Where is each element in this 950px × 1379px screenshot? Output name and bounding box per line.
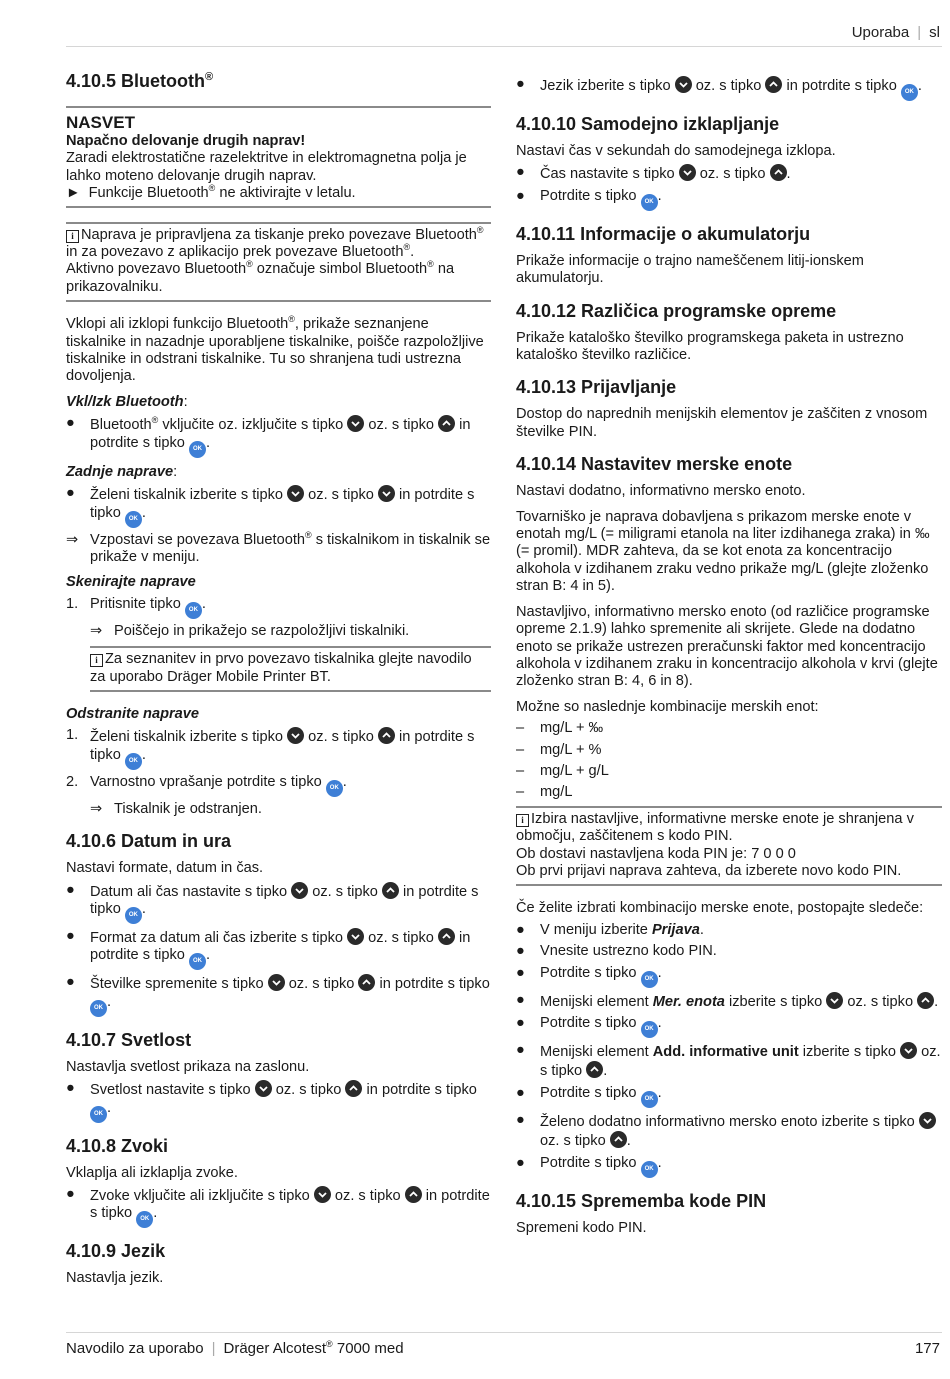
list-item: ● Želeno dodatno informativno mersko enoto izberite s tipko oz. s tipko .: [516, 1112, 942, 1151]
section-title: 4.10.15 Sprememba kode PIN: [516, 1190, 767, 1211]
info-icon: i: [66, 230, 79, 243]
down-key-icon: [287, 485, 304, 502]
info-icon: i: [516, 814, 529, 827]
list-item: ● Datum ali čas nastavite s tipko oz. s tipko in potrdite s tipko OK .: [66, 882, 491, 924]
ok-key-icon: OK: [90, 1106, 107, 1123]
list-item: ● Jezik izberite s tipko oz. s tipko in potrdite s tipko OK .: [516, 76, 942, 101]
page-number: 177: [914, 1340, 940, 1357]
subheading: Vkl/Izk Bluetooth:: [66, 393, 188, 410]
list-item: 2. Varnostno vprašanje potrdite s tipko OK .: [66, 774, 491, 797]
dash: –: [516, 720, 525, 737]
section-title: 4.10.11 Informacije o akumulatorju: [516, 223, 811, 244]
ok-key-icon: OK: [189, 441, 206, 458]
step-number: 2.: [66, 773, 79, 790]
list-item: ● Format za datum ali čas izberite s tipko oz. s tipko in potrdite s tipko OK .: [66, 928, 491, 970]
list-item: ● Potrdite s tipko OK .: [516, 1155, 942, 1178]
paragraph: Nastavi formate, datum in čas.: [66, 860, 264, 877]
dash: –: [516, 741, 525, 758]
footer-rule: [66, 1332, 942, 1333]
bullet: ●: [66, 1080, 75, 1097]
bullet: ●: [66, 485, 75, 502]
step-number: 1.: [66, 595, 79, 612]
list-item: 1. Želeni tiskalnik izberite s tipko oz. s tipko in potrdite s tipko OK .: [66, 727, 491, 769]
section-title: 4.10.12 Različica programske opreme: [516, 300, 837, 321]
list-item: ● Čas nastavite s tipko oz. s tipko .: [516, 164, 791, 183]
ok-key-icon: OK: [136, 1211, 153, 1228]
result-item: ⇒ Tiskalnik je odstranjen.: [90, 800, 262, 817]
ok-key-icon: OK: [641, 1021, 658, 1038]
list-item: ● Zvoke vključite ali izključite s tipko oz. s tipko in potrdite s tipko OK .: [66, 1186, 491, 1228]
bullet: ●: [516, 187, 525, 204]
info-note: i Izbira nastavljive, informativne merske enote je shranjena v območju, zaščitenem s kodo PIN. Ob dostavi nastavljena koda PIN je: 7 0 0 0 Ob prvi prijavi naprava zahteva, da izberete novo kodo PIN.: [516, 806, 942, 887]
section-title: 4.10.9 Jezik: [66, 1241, 166, 1262]
down-key-icon: [347, 928, 364, 945]
ok-key-icon: OK: [641, 1161, 658, 1178]
down-key-icon: [826, 992, 843, 1009]
up-key-icon: [765, 76, 782, 93]
paragraph: Možne so naslednje kombinacije merskih enot:: [516, 698, 819, 715]
left-column: [66, 66, 491, 1296]
section-title: 4.10.5 Bluetooth®: [66, 71, 214, 91]
footer-divider: |: [211, 1340, 216, 1357]
ok-key-icon: OK: [90, 1000, 107, 1017]
list-item: ● Potrdite s tipko OK .: [516, 188, 942, 211]
list-item: ● Menijski element Mer. enota izberite s tipko oz. s tipko .: [516, 991, 939, 1010]
paragraph: Dostop do naprednih menijskih elementov je zaščiten z vnosom številke PIN.: [516, 406, 928, 440]
bullet: ●: [516, 943, 525, 960]
list-item: ● Potrdite s tipko OK .: [516, 1085, 942, 1108]
down-key-icon: [675, 76, 692, 93]
list-item: ● V meniju izberite Prijava.: [516, 921, 704, 938]
down-key-icon: [679, 164, 696, 181]
list-item: ● Želeni tiskalnik izberite s tipko oz. s tipko in potrdite s tipko OK .: [66, 485, 491, 527]
ok-key-icon: OK: [125, 753, 142, 770]
footer-left: [66, 1340, 404, 1357]
ok-key-icon: OK: [125, 511, 142, 528]
bullet: ●: [66, 881, 75, 898]
right-column: [516, 76, 942, 1245]
unit-option: – mg/L + ‰: [516, 720, 604, 737]
ok-key-icon: OK: [185, 602, 202, 619]
up-key-icon: [358, 974, 375, 991]
info-note: i Naprava je pripravljena za tiskanje preko povezave Bluetooth® in za povezavo z aplikacijo prek povezave Bluetooth®. Aktivno povezavo Bluetooth® označuje simbol Bluetooth® na prikazovalniku.: [66, 222, 491, 303]
result-item: ⇒ Poiščejo in prikažejo se razpoložljivi tiskalniki.: [90, 622, 410, 639]
info-note: i Za seznanitev in prvo povezavo tiskalnika glejte navodilo za uporabo Dräger Mobile Printer BT.: [90, 646, 491, 692]
ok-key-icon: OK: [189, 953, 206, 970]
result-arrow-icon: ⇒: [66, 531, 79, 548]
paragraph: Vklaplja ali izklaplja zvoke.: [66, 1164, 238, 1181]
paragraph: Prikaže kataloško številko programskega paketa in ustrezno kataloško številko različice.: [516, 329, 904, 364]
bullet: ●: [66, 415, 75, 432]
subheading: Zadnje naprave:: [66, 463, 178, 480]
down-key-icon: [287, 727, 304, 744]
bullet: ●: [66, 1186, 75, 1202]
up-key-icon: [438, 928, 455, 945]
section-title: 4.10.13 Prijavljanje: [516, 377, 677, 398]
caution-text: Zaradi elektrostatične razelektritve in elektromagnetna polja je lahko moteno delovanje drugih naprav.: [66, 150, 467, 184]
ok-key-icon: OK: [641, 194, 658, 211]
list-item: ● Vnesite ustrezno kodo PIN.: [516, 943, 717, 960]
bullet: ●: [516, 164, 525, 181]
caution-box: [66, 106, 491, 208]
down-key-icon: [255, 1080, 272, 1097]
ok-key-icon: OK: [641, 1091, 658, 1108]
up-key-icon: [770, 164, 787, 181]
info-icon: i: [90, 654, 103, 667]
caution-title: NASVET: [66, 113, 135, 132]
paragraph: Nastavi dodatno, informativno mersko enoto.: [516, 483, 806, 500]
list-item: ● Bluetooth® vključite oz. izključite s tipko oz. s tipko in potrdite s tipko OK .: [66, 415, 491, 457]
header-divider: |: [917, 24, 922, 41]
header-section: Uporaba: [851, 24, 910, 41]
up-key-icon: [345, 1080, 362, 1097]
section-title: 4.10.6 Datum in ura: [66, 831, 232, 852]
paragraph: Vklopi ali izklopi funkcijo Bluetooth®, prikaže seznanjene tiskalnike in nazadnje uporabljene tiskalnike, poišče razpoložljive tiskalnike in odstrani tiskalnike. Tu so shranjena tudi ustrezna dovoljenja.: [66, 314, 484, 385]
bullet: ●: [516, 964, 525, 981]
caution-subtitle: Napačno delovanje drugih naprav!: [66, 133, 306, 149]
up-key-icon: [917, 992, 934, 1009]
bullet: ●: [516, 1154, 525, 1171]
paragraph: Prikaže informacije o trajno nameščenem litij-ionskem akumulatorju.: [516, 252, 864, 287]
down-key-icon: [314, 1186, 331, 1203]
unit-option: – mg/L + %: [516, 741, 602, 758]
bullet: ●: [66, 974, 75, 991]
paragraph: Tovarniško je naprava dobavljena s prikazom merske enote v enotah mg/L (= miligrami etanola na liter izdihanega zraka) in ‰ (= promil). MDR zahteva, da se kot enota za koncentracijo alkohola v izdihanem zraku vedno prikaže mg/L (glejte zloženko stran B: 4 in 5).: [516, 508, 930, 595]
footer-doc: Navodilo za uporabo: [66, 1340, 204, 1357]
section-title: 4.10.8 Zvoki: [66, 1135, 169, 1156]
bullet: ●: [516, 1015, 525, 1031]
page-header: [852, 24, 940, 41]
down-key-icon: [268, 974, 285, 991]
bullet: ●: [516, 921, 525, 938]
result-arrow-icon: ⇒: [90, 622, 103, 639]
paragraph: Če želite izbrati kombinacijo merske enote, postopajte sledeče:: [516, 900, 924, 917]
down-key-icon: [347, 415, 364, 432]
bullet: ●: [516, 1084, 525, 1101]
section-title: 4.10.10 Samodejno izklapljanje: [516, 114, 780, 134]
dash: –: [516, 784, 525, 801]
list-item: ● Številke spremenite s tipko oz. s tipko in potrdite s tipko OK .: [66, 974, 491, 1016]
down-key-icon: [378, 485, 395, 502]
header-language: sl: [929, 24, 940, 41]
list-item: ● Svetlost nastavite s tipko oz. s tipko in potrdite s tipko OK .: [66, 1080, 491, 1122]
ok-key-icon: OK: [326, 780, 343, 797]
up-key-icon: [438, 415, 455, 432]
up-key-icon: [405, 1186, 422, 1203]
up-key-icon: [378, 727, 395, 744]
caution-action: ► Funkcije Bluetooth® ne aktivirajte v letalu.: [66, 183, 356, 202]
list-item: ● Potrdite s tipko OK .: [516, 1015, 942, 1038]
subheading: Skenirajte naprave: [66, 574, 196, 591]
footer-product: Dräger Alcotest® 7000 med: [223, 1339, 404, 1357]
ok-key-icon: OK: [901, 84, 918, 101]
bullet: ●: [516, 1111, 525, 1128]
list-item: ● Potrdite s tipko OK .: [516, 965, 942, 988]
paragraph: Spremeni kodo PIN.: [516, 1219, 647, 1236]
dash: –: [516, 762, 525, 779]
bullet: ●: [66, 927, 75, 944]
up-key-icon: [382, 882, 399, 899]
section-title: 4.10.14 Nastavitev merske enote: [516, 454, 793, 475]
paragraph: Nastavlja svetlost prikaza na zaslonu.: [66, 1058, 310, 1075]
up-key-icon: [610, 1131, 627, 1148]
list-item: 1. Pritisnite tipko OK .: [66, 596, 491, 619]
unit-option: – mg/L + g/L: [516, 762, 609, 779]
bullet: ●: [516, 76, 525, 92]
section-title: 4.10.7 Svetlost: [66, 1029, 192, 1050]
header-rule: [66, 46, 942, 47]
down-key-icon: [919, 1112, 936, 1129]
up-key-icon: [586, 1061, 603, 1078]
ok-key-icon: OK: [641, 971, 658, 988]
step-number: 1.: [66, 727, 79, 744]
list-item: ● Menijski element Add. informative unit izberite s tipko oz. s tipko .: [516, 1042, 941, 1080]
paragraph: Nastavi čas v sekundah do samodejnega izklopa.: [516, 143, 836, 159]
down-key-icon: [291, 882, 308, 899]
result-item: ⇒ Vzpostavi se povezava Bluetooth® s tiskalnikom in tiskalnik se prikaže v meniju.: [66, 529, 491, 565]
paragraph: Nastavlja jezik.: [66, 1270, 164, 1287]
bullet: ●: [516, 991, 525, 1008]
unit-option: – mg/L: [516, 784, 573, 801]
triangle-bullet-icon: ►: [66, 185, 81, 202]
ok-key-icon: OK: [125, 907, 142, 924]
bullet: ●: [516, 1042, 525, 1058]
subheading: Odstranite naprave: [66, 705, 200, 722]
result-arrow-icon: ⇒: [90, 800, 103, 817]
down-key-icon: [900, 1042, 917, 1059]
paragraph: Nastavljivo, informativno mersko enoto (od različice programske opreme 2.1.9) lahko spremenite ali skrijete. Glede na dodatno enoto se prikaže ustrezen preračunski faktor med koncentracijo alkohola v izdihanem zraku in koncentracijo alkohola v krvi (glejte zloženko stran B: 4, 6 in 8).: [516, 603, 938, 690]
